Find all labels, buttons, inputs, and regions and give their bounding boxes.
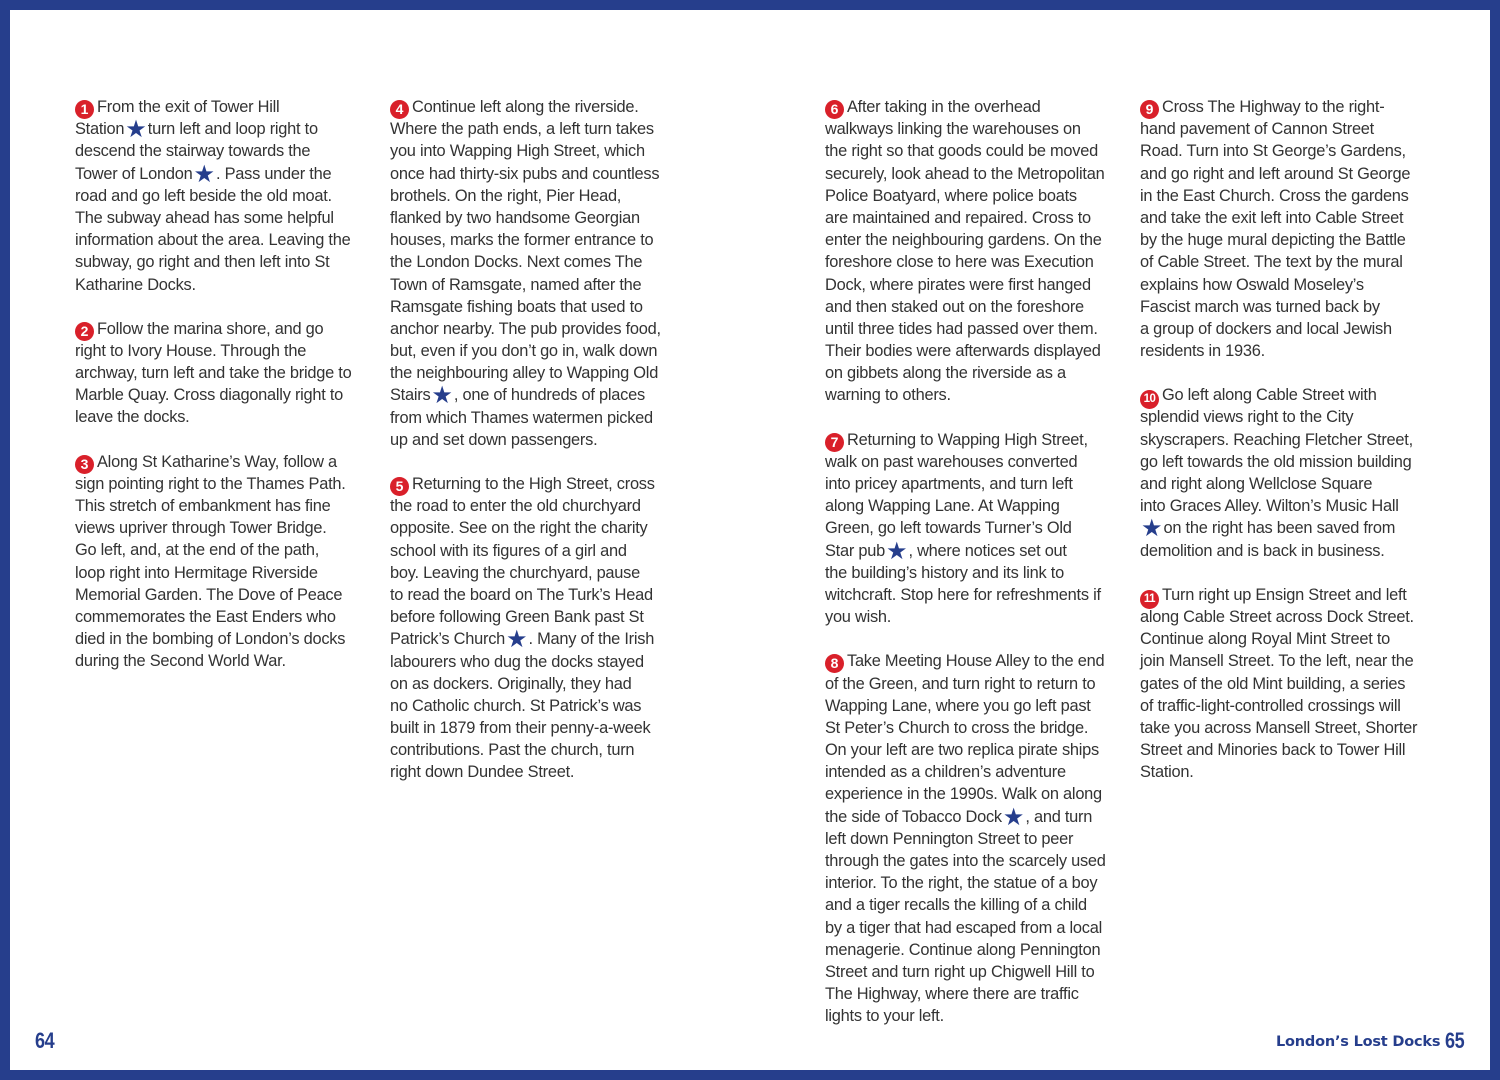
text-segment: Turn right up Ensign Street and left bbox=[1162, 585, 1407, 604]
text-line bbox=[825, 783, 1125, 805]
text-line bbox=[825, 495, 1125, 517]
text-segment: Road. Turn into St George’s Gardens, bbox=[1140, 142, 1406, 161]
text-segment: road and go left beside the old moat. bbox=[75, 186, 332, 205]
text-segment: lights to your left. bbox=[825, 1007, 944, 1026]
text-segment: From the exit of Tower Hill bbox=[97, 98, 280, 116]
text-segment: until three tides had passed over them. bbox=[825, 319, 1098, 338]
text-line bbox=[825, 717, 1125, 739]
text-column-1 bbox=[75, 96, 375, 695]
text-line bbox=[390, 362, 690, 384]
text-line bbox=[825, 650, 1125, 672]
text-line bbox=[825, 961, 1125, 983]
step-number-icon: 7 bbox=[825, 433, 844, 452]
text-line bbox=[1140, 540, 1440, 562]
text-segment: turn left and loop right to bbox=[147, 120, 318, 139]
text-segment: but, even if you don’t go in, walk down bbox=[390, 342, 658, 361]
text-line bbox=[390, 318, 690, 340]
text-segment: gates of the old Mint building, a series bbox=[1140, 674, 1406, 693]
text-line bbox=[75, 539, 375, 561]
text-segment: once had thirty-six pubs and countless bbox=[390, 164, 660, 183]
text-line bbox=[1140, 207, 1440, 229]
text-segment: Wapping Lane, where you go left past bbox=[825, 696, 1091, 715]
text-line bbox=[825, 140, 1125, 162]
text-segment: on gibbets along the riverside as a bbox=[825, 364, 1066, 383]
text-segment: , one of hundreds of places bbox=[453, 386, 645, 405]
text-line bbox=[390, 584, 690, 606]
text-segment: demolition and is back in business. bbox=[1140, 541, 1385, 560]
text-segment: are maintained and repaired. Cross to bbox=[825, 208, 1091, 227]
text-line bbox=[825, 1005, 1125, 1027]
star-icon: ★ bbox=[125, 116, 147, 144]
text-segment: Street and Minories back to Tower Hill bbox=[1140, 741, 1406, 760]
text-segment: and go right and left around St George bbox=[1140, 164, 1411, 183]
text-segment: The subway ahead has some helpful bbox=[75, 208, 334, 227]
text-segment: Go left, and, at the end of the path, bbox=[75, 541, 320, 560]
walk-step-9 bbox=[1140, 96, 1440, 362]
walk-step-1 bbox=[75, 96, 375, 296]
text-line bbox=[390, 140, 690, 162]
text-segment: Where the path ends, a left turn takes bbox=[390, 120, 654, 139]
text-line bbox=[390, 429, 690, 451]
text-line bbox=[1140, 96, 1440, 118]
text-segment: witchcraft. Stop here for refreshments if bbox=[825, 585, 1101, 604]
text-line bbox=[390, 540, 690, 562]
text-segment: . Many of the Irish bbox=[528, 630, 655, 649]
text-segment: no Catholic church. St Patrick’s was bbox=[390, 696, 642, 715]
walk-step-3 bbox=[75, 451, 375, 673]
text-line bbox=[825, 803, 1125, 831]
text-line bbox=[75, 628, 375, 650]
walk-step-7 bbox=[825, 429, 1125, 629]
text-line bbox=[825, 673, 1125, 695]
step-number-icon: 9 bbox=[1140, 100, 1159, 119]
running-head: London’s Lost Docks bbox=[1276, 1034, 1441, 1050]
text-segment: walk on past warehouses converted bbox=[825, 452, 1078, 471]
text-segment: houses, marks the former entrance to bbox=[390, 231, 654, 250]
text-line bbox=[75, 140, 375, 162]
text-segment: , where notices set out bbox=[908, 541, 1067, 560]
text-line bbox=[390, 229, 690, 251]
text-line bbox=[1140, 650, 1440, 672]
text-segment: along Cable Street across Dock Street. bbox=[1140, 607, 1414, 626]
text-line bbox=[1140, 384, 1440, 406]
text-segment: and then staked out on the foreshore bbox=[825, 297, 1084, 316]
text-segment: residents in 1936. bbox=[1140, 342, 1265, 361]
text-line bbox=[75, 650, 375, 672]
text-line bbox=[825, 451, 1125, 473]
text-segment: Police Boatyard, where police boats bbox=[825, 186, 1077, 205]
text-segment: interior. To the right, the statue of a boy bbox=[825, 874, 1098, 893]
text-segment: Follow the marina shore, and go bbox=[97, 319, 324, 338]
text-line bbox=[75, 229, 375, 251]
text-segment: join Mansell Street. To the left, near the bbox=[1140, 652, 1414, 671]
text-line bbox=[825, 362, 1125, 384]
text-line bbox=[390, 473, 690, 495]
text-segment: Green, go left towards Turner’s Old bbox=[825, 519, 1072, 538]
text-line bbox=[390, 606, 690, 628]
text-line bbox=[1140, 318, 1440, 340]
text-segment: information about the area. Leaving the bbox=[75, 231, 351, 250]
text-line bbox=[1140, 473, 1440, 495]
text-line bbox=[390, 673, 690, 695]
text-line bbox=[75, 562, 375, 584]
text-line bbox=[825, 96, 1125, 118]
step-number-icon: 4 bbox=[390, 100, 409, 119]
text-line bbox=[1140, 739, 1440, 761]
text-segment: on the right has been saved from bbox=[1163, 519, 1396, 538]
text-segment: Katharine Docks. bbox=[75, 275, 196, 294]
text-line bbox=[390, 739, 690, 761]
text-segment: in the East Church. Cross the gardens bbox=[1140, 186, 1409, 205]
text-line bbox=[390, 274, 690, 296]
text-line bbox=[75, 606, 375, 628]
text-line bbox=[75, 517, 375, 539]
step-number-icon: 2 bbox=[75, 322, 94, 341]
text-segment: through the gates into the scarcely used bbox=[825, 852, 1106, 870]
text-line bbox=[390, 495, 690, 517]
text-segment: Returning to Wapping High Street, bbox=[847, 430, 1088, 449]
text-segment: subway, go right and then left into St bbox=[75, 253, 330, 272]
text-line bbox=[825, 207, 1125, 229]
text-segment: flanked by two handsome Georgian bbox=[390, 208, 640, 227]
text-segment: along Wapping Lane. At Wapping bbox=[825, 497, 1060, 516]
text-column-4 bbox=[1140, 96, 1440, 805]
text-line bbox=[75, 473, 375, 495]
star-icon: ★ bbox=[1002, 803, 1025, 831]
text-line bbox=[1140, 717, 1440, 739]
text-line bbox=[390, 717, 690, 739]
text-segment: and take the exit left into Cable Street bbox=[1140, 208, 1404, 227]
text-line bbox=[825, 118, 1125, 140]
text-line bbox=[1140, 163, 1440, 185]
text-line bbox=[1140, 140, 1440, 162]
text-segment: right down Dundee Street. bbox=[390, 763, 575, 782]
text-line bbox=[390, 562, 690, 584]
star-icon: ★ bbox=[1141, 515, 1163, 543]
text-segment: This stretch of embankment has fine bbox=[75, 497, 331, 515]
text-segment: you into Wapping High Street, which bbox=[390, 142, 645, 161]
text-segment: the right so that goods could be moved bbox=[825, 142, 1098, 161]
text-line bbox=[390, 695, 690, 717]
text-segment: The Highway, where there are traffic bbox=[825, 985, 1079, 1004]
step-number-icon: 6 bbox=[825, 100, 844, 119]
text-line bbox=[825, 517, 1125, 539]
step-number-icon: 3 bbox=[75, 455, 94, 474]
text-segment: to read the board on The Turk’s Head bbox=[390, 585, 653, 604]
text-line bbox=[1140, 515, 1440, 543]
step-number-icon: 8 bbox=[825, 654, 844, 673]
text-segment: before following Green Bank past St bbox=[390, 608, 644, 627]
text-segment: died in the bombing of London’s docks bbox=[75, 630, 346, 649]
text-segment: the London Docks. Next comes The bbox=[390, 253, 643, 272]
text-line bbox=[825, 163, 1125, 185]
text-segment: from which Thames watermen picked bbox=[390, 408, 653, 427]
text-segment: Tower of London bbox=[75, 164, 193, 183]
text-line bbox=[825, 251, 1125, 273]
text-segment: take you across Mansell Street, Shorter bbox=[1140, 718, 1418, 737]
text-segment: loop right into Hermitage Riverside bbox=[75, 563, 318, 582]
text-column-2 bbox=[390, 96, 690, 806]
text-segment: sign pointing right to the Thames Path. bbox=[75, 474, 346, 493]
text-segment: up and set down passengers. bbox=[390, 430, 598, 449]
text-segment: of the Green, and turn right to return to bbox=[825, 674, 1096, 693]
text-segment: intended as a children’s adventure bbox=[825, 763, 1066, 782]
text-segment: Dock, where pirates were first hanged bbox=[825, 275, 1091, 294]
text-line bbox=[1140, 451, 1440, 473]
text-segment: Returning to the High Street, cross bbox=[412, 475, 655, 493]
text-segment: right to Ivory House. Through the bbox=[75, 341, 307, 360]
walk-step-6 bbox=[825, 96, 1125, 407]
text-line bbox=[825, 429, 1125, 451]
text-line bbox=[390, 626, 690, 654]
text-segment: Along St Katharine’s Way, follow a bbox=[97, 452, 337, 471]
text-segment: Star pub bbox=[825, 541, 885, 560]
text-segment: . Pass under the bbox=[215, 164, 332, 183]
text-segment: leave the docks. bbox=[75, 408, 190, 427]
text-line bbox=[825, 229, 1125, 251]
text-line bbox=[1140, 606, 1440, 628]
text-segment: Continue left along the riverside. bbox=[412, 98, 639, 116]
text-segment: boy. Leaving the churchyard, pause bbox=[390, 563, 640, 582]
text-segment: descend the stairway towards the bbox=[75, 142, 311, 161]
text-segment: the side of Tobacco Dock bbox=[825, 807, 1002, 826]
text-line bbox=[75, 451, 375, 473]
walk-step-8 bbox=[825, 650, 1125, 1027]
text-segment: foreshore close to here was Execution bbox=[825, 253, 1094, 272]
walk-step-10 bbox=[1140, 384, 1440, 562]
text-segment: Marble Quay. Cross diagonally right to bbox=[75, 386, 344, 405]
text-line bbox=[825, 340, 1125, 362]
text-segment: explains how Oswald Moseley’s bbox=[1140, 275, 1364, 294]
text-line bbox=[825, 695, 1125, 717]
text-line bbox=[825, 384, 1125, 406]
text-line bbox=[825, 584, 1125, 606]
walk-step-4 bbox=[390, 96, 690, 451]
text-segment: After taking in the overhead bbox=[847, 98, 1041, 116]
text-segment: archway, turn left and take the bridge to bbox=[75, 364, 352, 383]
text-line bbox=[75, 406, 375, 428]
text-segment: walkways linking the warehouses on bbox=[825, 120, 1081, 139]
text-line bbox=[75, 207, 375, 229]
text-segment: and a tiger recalls the killing of a child bbox=[825, 896, 1087, 915]
star-icon: ★ bbox=[193, 160, 215, 188]
text-segment: brothels. On the right, Pier Head, bbox=[390, 186, 622, 205]
text-line bbox=[825, 917, 1125, 939]
text-segment: built in 1879 from their penny-a-week bbox=[390, 719, 651, 738]
step-number-icon: 10 bbox=[1140, 390, 1159, 409]
text-line bbox=[1140, 274, 1440, 296]
text-segment: , and turn bbox=[1025, 807, 1093, 826]
walk-step-11 bbox=[1140, 584, 1440, 784]
text-segment: Station bbox=[75, 120, 125, 139]
text-line bbox=[75, 185, 375, 207]
text-line bbox=[1140, 584, 1440, 606]
text-line bbox=[1140, 118, 1440, 140]
star-icon: ★ bbox=[885, 537, 908, 565]
text-line bbox=[75, 116, 375, 144]
text-segment: a group of dockers and local Jewish bbox=[1140, 319, 1392, 338]
text-line bbox=[825, 850, 1125, 872]
text-segment: of traffic-light-controlled crossings will bbox=[1140, 696, 1401, 715]
text-line bbox=[1140, 673, 1440, 695]
text-segment: and right along Wellclose Square bbox=[1140, 475, 1373, 493]
star-icon: ★ bbox=[431, 382, 453, 410]
text-segment: Go left along Cable Street with bbox=[1162, 386, 1377, 405]
text-line bbox=[825, 939, 1125, 961]
text-segment: labourers who dug the docks stayed bbox=[390, 652, 644, 671]
text-segment: Cross The Highway to the right- bbox=[1162, 98, 1385, 116]
left-page-number: 64 bbox=[35, 1028, 55, 1053]
text-segment: on as dockers. Originally, they had bbox=[390, 674, 632, 693]
text-line bbox=[825, 894, 1125, 916]
text-line bbox=[1140, 251, 1440, 273]
text-line bbox=[390, 517, 690, 539]
text-line bbox=[1140, 495, 1440, 517]
text-line bbox=[1140, 296, 1440, 318]
text-segment: Take Meeting House Alley to the end bbox=[847, 652, 1105, 671]
text-line bbox=[825, 318, 1125, 340]
text-column-3 bbox=[825, 96, 1125, 1050]
text-segment: Station. bbox=[1140, 763, 1194, 782]
text-segment: Street and turn right up Chigwell Hill to bbox=[825, 962, 1095, 981]
book-spread bbox=[10, 10, 1490, 1070]
walk-step-2 bbox=[75, 318, 375, 429]
text-segment: hand pavement of Cannon Street bbox=[1140, 120, 1374, 139]
text-segment: enter the neighbouring gardens. On the bbox=[825, 231, 1102, 250]
text-segment: commemorates the East Enders who bbox=[75, 607, 336, 626]
text-line bbox=[75, 318, 375, 340]
text-segment: the building’s history and its link to bbox=[825, 563, 1064, 582]
text-line bbox=[390, 207, 690, 229]
text-segment: of Cable Street. The text by the mural bbox=[1140, 253, 1403, 272]
text-line bbox=[825, 739, 1125, 761]
star-icon: ★ bbox=[506, 626, 528, 654]
text-segment: Fascist march was turned back by bbox=[1140, 297, 1380, 316]
text-line bbox=[75, 274, 375, 296]
text-segment: opposite. See on the right the charity bbox=[390, 519, 648, 538]
text-segment: securely, look ahead to the Metropolitan bbox=[825, 164, 1105, 183]
text-line bbox=[1140, 695, 1440, 717]
text-line bbox=[1140, 761, 1440, 783]
text-segment: splendid views right to the City bbox=[1140, 408, 1354, 427]
text-line bbox=[1140, 429, 1440, 451]
text-line bbox=[390, 163, 690, 185]
text-line bbox=[825, 537, 1125, 565]
text-line bbox=[1140, 229, 1440, 251]
text-segment: the neighbouring alley to Wapping Old bbox=[390, 364, 659, 383]
text-segment: Patrick’s Church bbox=[390, 630, 506, 649]
text-segment: Ramsgate fishing boats that used to bbox=[390, 297, 643, 316]
text-segment: Continue along Royal Mint Street to bbox=[1140, 630, 1391, 649]
text-segment: Memorial Garden. The Dove of Peace bbox=[75, 585, 343, 604]
text-segment: St Peter’s Church to cross the bridge. bbox=[825, 718, 1089, 737]
text-segment: experience in the 1990s. Walk on along bbox=[825, 785, 1102, 804]
text-segment: Their bodies were afterwards displayed bbox=[825, 342, 1101, 361]
text-segment: warning to others. bbox=[825, 386, 951, 405]
text-line bbox=[75, 362, 375, 384]
text-line bbox=[825, 473, 1125, 495]
text-line bbox=[390, 340, 690, 362]
text-segment: the road to enter the old churchyard bbox=[390, 497, 641, 516]
text-line bbox=[825, 562, 1125, 584]
text-segment: school with its figures of a girl and bbox=[390, 541, 627, 560]
text-line bbox=[825, 761, 1125, 783]
text-segment: anchor nearby. The pub provides food, bbox=[390, 319, 661, 338]
text-segment: Stairs bbox=[390, 386, 431, 405]
text-segment: by the huge mural depicting the Battle bbox=[1140, 231, 1406, 250]
text-line bbox=[390, 251, 690, 273]
text-line bbox=[825, 185, 1125, 207]
text-line bbox=[1140, 628, 1440, 650]
text-segment: into pricey apartments, and turn left bbox=[825, 475, 1073, 493]
text-line bbox=[390, 296, 690, 318]
text-line bbox=[390, 761, 690, 783]
text-segment: go left towards the old mission building bbox=[1140, 452, 1412, 471]
text-line bbox=[825, 828, 1125, 850]
text-line bbox=[75, 495, 375, 517]
text-line bbox=[390, 651, 690, 673]
text-segment: skyscrapers. Reaching Fletcher Street, bbox=[1140, 430, 1413, 449]
walk-step-5 bbox=[390, 473, 690, 784]
text-line bbox=[825, 606, 1125, 628]
text-line bbox=[390, 382, 690, 410]
text-line bbox=[390, 407, 690, 429]
text-line bbox=[825, 296, 1125, 318]
text-line bbox=[825, 983, 1125, 1005]
text-segment: you wish. bbox=[825, 608, 892, 627]
text-line bbox=[75, 160, 375, 188]
step-number-icon: 11 bbox=[1140, 590, 1159, 609]
text-segment: views upriver through Tower Bridge. bbox=[75, 519, 327, 538]
text-segment: contributions. Past the church, turn bbox=[390, 741, 635, 760]
text-line bbox=[1140, 406, 1440, 428]
text-line bbox=[390, 96, 690, 118]
text-segment: menagerie. Continue along Pennington bbox=[825, 940, 1101, 959]
text-segment: left down Pennington Street to peer bbox=[825, 829, 1074, 848]
text-line bbox=[825, 274, 1125, 296]
step-number-icon: 5 bbox=[390, 477, 409, 496]
text-line bbox=[1140, 340, 1440, 362]
text-line bbox=[390, 185, 690, 207]
text-line bbox=[75, 251, 375, 273]
text-segment: into Graces Alley. Wilton’s Music Hall bbox=[1140, 497, 1399, 516]
text-line bbox=[75, 584, 375, 606]
text-segment: On your left are two replica pirate ships bbox=[825, 741, 1099, 760]
text-line bbox=[75, 96, 375, 118]
text-segment: Town of Ramsgate, named after the bbox=[390, 275, 642, 294]
right-page-number: 65 bbox=[1445, 1028, 1465, 1053]
text-line bbox=[75, 340, 375, 362]
text-segment: by a tiger that had escaped from a local bbox=[825, 918, 1103, 937]
step-number-icon: 1 bbox=[75, 100, 94, 119]
text-line bbox=[1140, 185, 1440, 207]
text-line bbox=[390, 118, 690, 140]
text-segment: during the Second World War. bbox=[75, 652, 286, 671]
text-line bbox=[825, 872, 1125, 894]
text-line bbox=[75, 384, 375, 406]
